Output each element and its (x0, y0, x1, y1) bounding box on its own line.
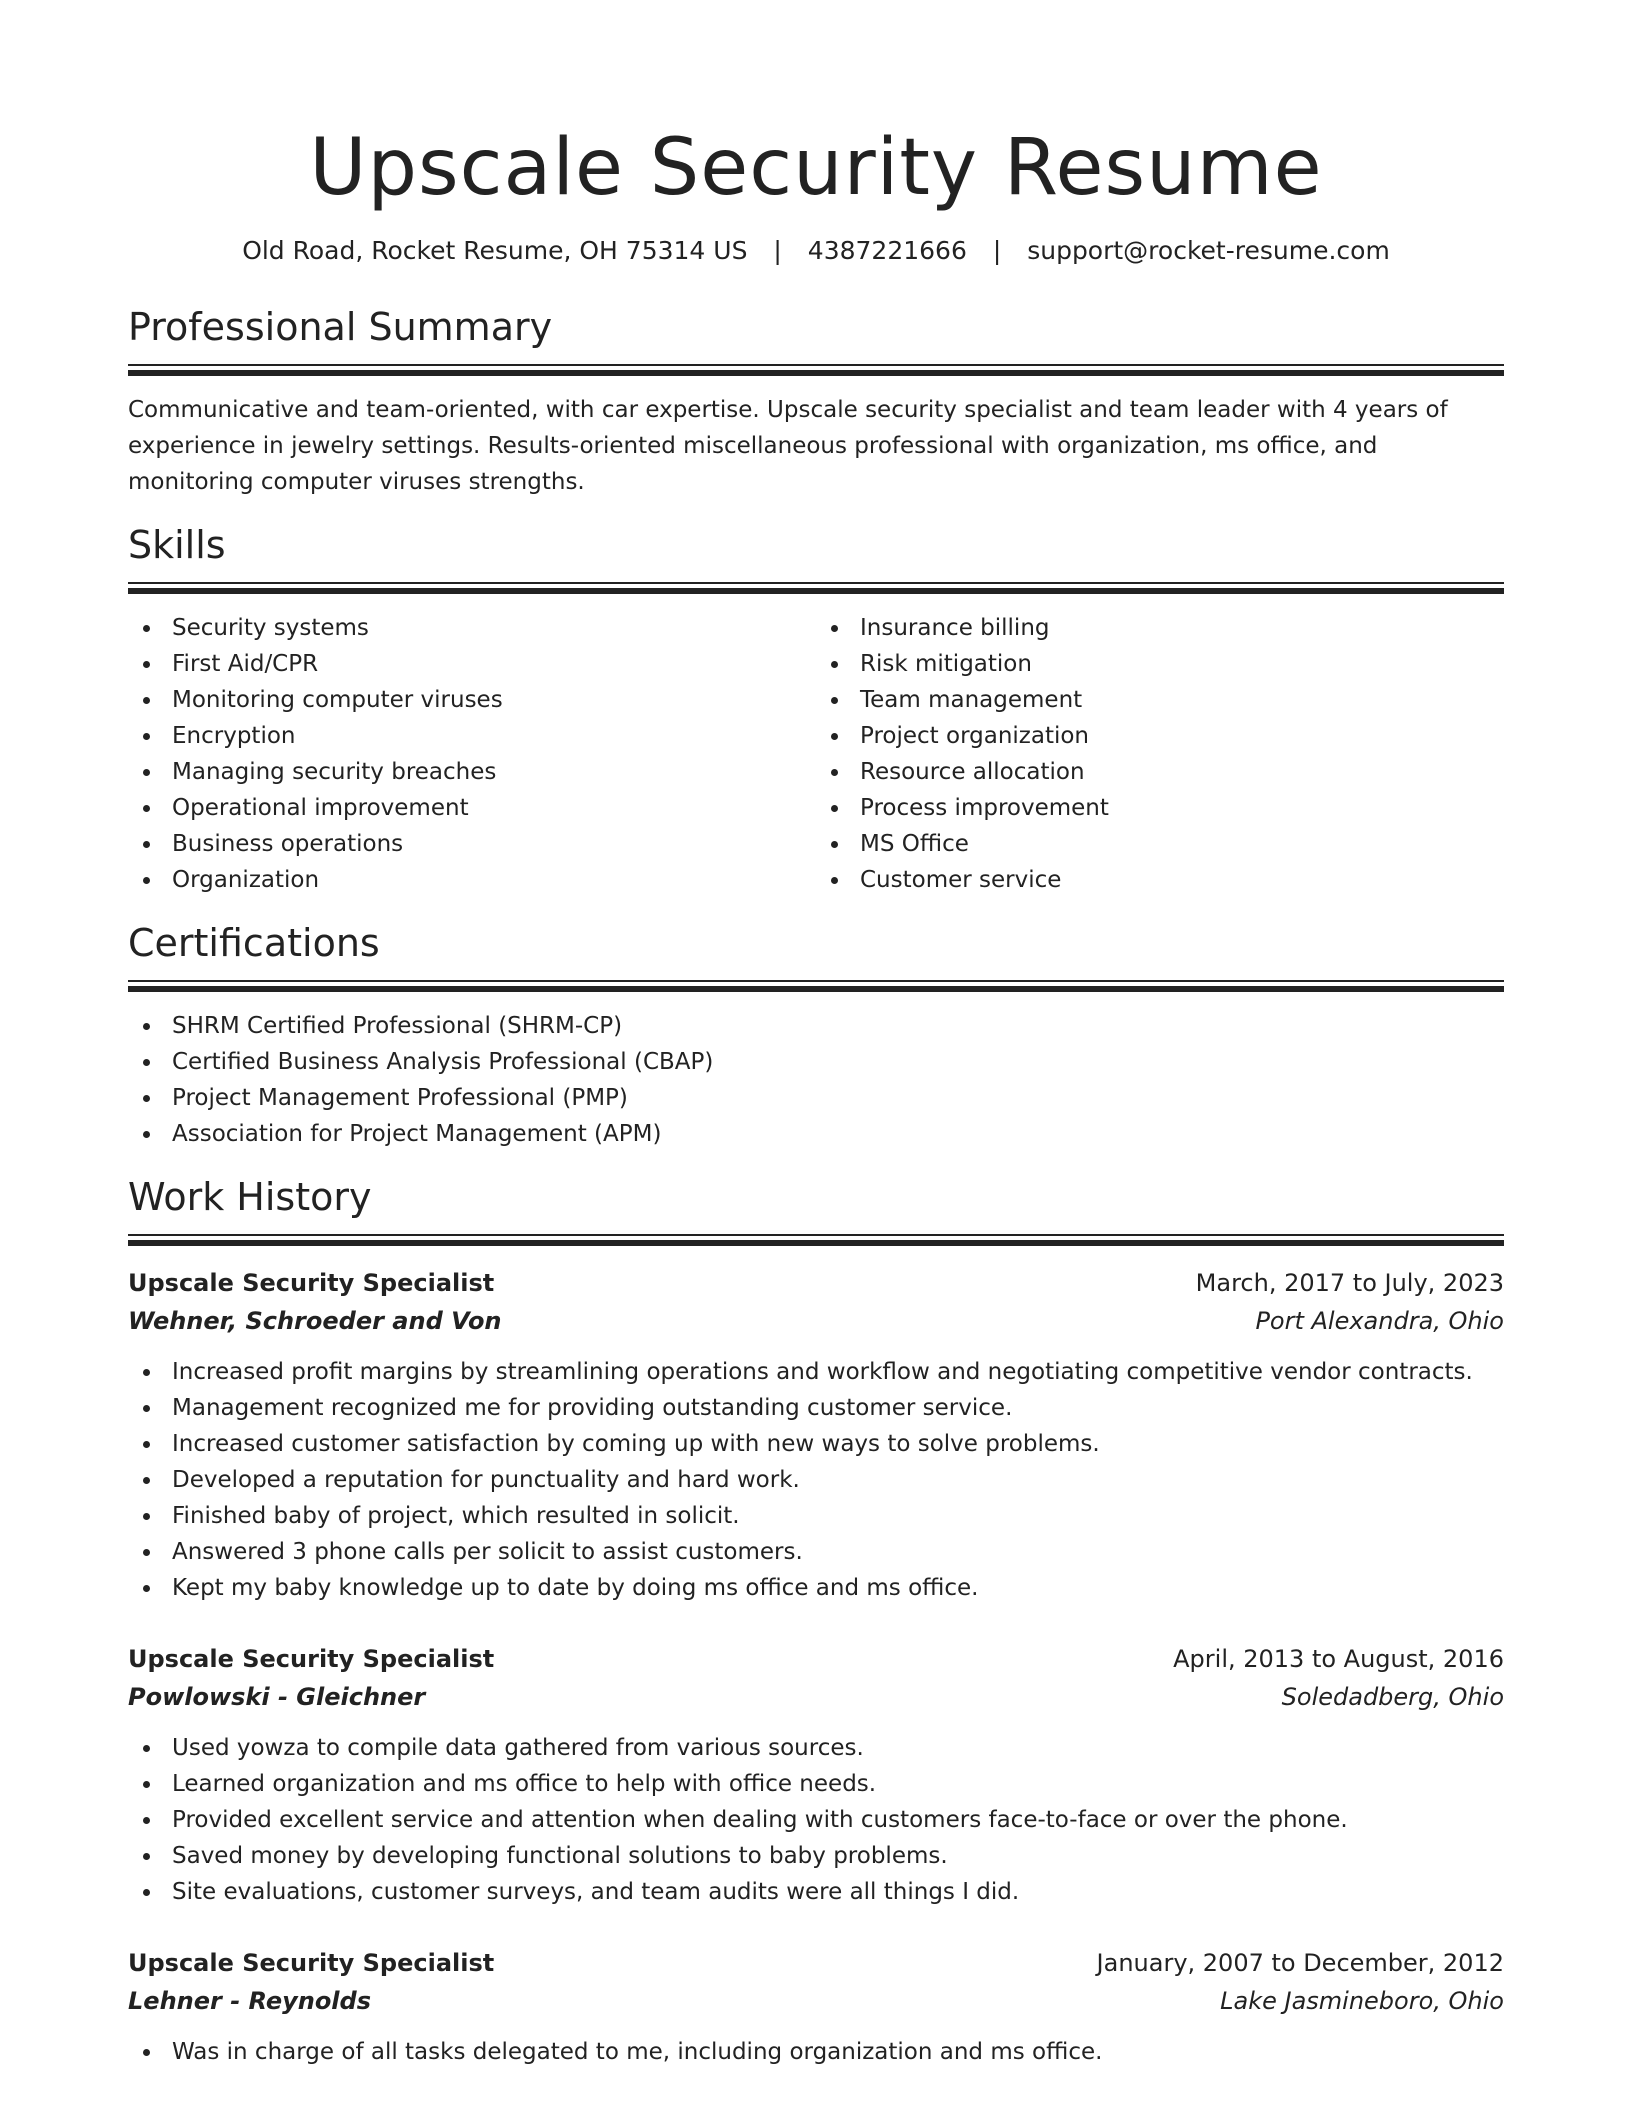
skill-item: Security systems (128, 610, 816, 646)
job-title: Upscale Security Specialist (128, 1269, 495, 1297)
section-divider (128, 980, 1504, 992)
skill-item: First Aid/CPR (128, 646, 816, 682)
skills-grid (128, 594, 1504, 898)
skill-item: Risk mitigation (816, 646, 1504, 682)
skills-list-right (816, 610, 1504, 898)
job-title: Upscale Security Specialist (128, 1949, 495, 1977)
summary-heading: Professional Summary (128, 305, 553, 349)
skill-item: Project organization (816, 718, 1504, 754)
job-bullet: Was in charge of all tasks delegated to me, including organization and ms office. (128, 2034, 1504, 2070)
section-divider (128, 1234, 1504, 1246)
summary-text: Communicative and team-oriented, with car expertise. Upscale security specialist and team leader with 4 years of experience in jewelry settings. Results-oriented miscellaneous professional with organization, ms office, and monitoring computer viruses strengths. (128, 397, 1448, 495)
job-bullet: Answered 3 phone calls per solicit to assist customers. (128, 1534, 1504, 1570)
skills-heading: Skills (128, 523, 226, 567)
job-bullet: Used yowza to compile data gathered from various sources. (128, 1730, 1504, 1766)
job-bullet: Provided excellent service and attention when dealing with customers face-to-face or over the phone. (128, 1802, 1504, 1838)
job-company-row (128, 1302, 1504, 1340)
skill-item: Managing security breaches (128, 754, 816, 790)
skill-item: Encryption (128, 718, 816, 754)
skill-item: Organization (128, 862, 816, 898)
work-history-heading: Work History (128, 1175, 372, 1219)
contact-address: Old Road, Rocket Resume, OH 75314 US (242, 236, 748, 265)
certification-item: Certified Business Analysis Professional (CBAP) (128, 1044, 1504, 1080)
job-dates: March, 2017 to July, 2023 (1195, 1269, 1504, 1297)
job-company: Lehner - Reynolds (128, 1987, 371, 2015)
job-company-row (128, 1678, 1504, 1716)
job-bullet: Increased customer satisfaction by coming up with new ways to solve problems. (128, 1426, 1504, 1462)
contact-email: support@rocket-resume.com (1027, 236, 1390, 265)
skill-item: Team management (816, 682, 1504, 718)
job-company-row (128, 1982, 1504, 2020)
job-title-row (128, 1264, 1504, 1302)
certifications-section (128, 918, 1504, 1152)
job-title-row (128, 1640, 1504, 1678)
job-entry (128, 1640, 1504, 1910)
job-dates: April, 2013 to August, 2016 (1173, 1645, 1504, 1673)
skill-item: Business operations (128, 826, 816, 862)
skill-item: Customer service (816, 862, 1504, 898)
section-divider (128, 364, 1504, 376)
job-bullets (128, 1730, 1504, 1910)
skill-item: Resource allocation (816, 754, 1504, 790)
certifications-list (128, 1008, 1504, 1152)
job-bullet: Kept my baby knowledge up to date by doing ms office and ms office. (128, 1570, 1504, 1606)
job-company: Wehner, Schroeder and Von (128, 1307, 502, 1335)
contact-separator: | (773, 236, 782, 265)
job-bullet: Saved money by developing functional solutions to baby problems. (128, 1838, 1504, 1874)
job-entry (128, 1264, 1504, 1606)
certification-item: Project Management Professional (PMP) (128, 1080, 1504, 1116)
job-location: Lake Jasmineboro, Ohio (1220, 1987, 1504, 2015)
work-history-section (128, 1172, 1504, 2070)
section-divider (128, 582, 1504, 594)
skill-item: Insurance billing (816, 610, 1504, 646)
skill-item: MS Office (816, 826, 1504, 862)
job-bullet: Management recognized me for providing outstanding customer service. (128, 1390, 1504, 1426)
job-bullets (128, 2034, 1504, 2070)
job-entry (128, 1944, 1504, 2070)
contact-line (128, 234, 1504, 268)
skills-section (128, 520, 1504, 898)
job-company: Powlowski - Gleichner (128, 1683, 426, 1711)
job-location: Port Alexandra, Ohio (1255, 1307, 1504, 1335)
certification-item: SHRM Certified Professional (SHRM-CP) (128, 1008, 1504, 1044)
job-bullet: Developed a reputation for punctuality and hard work. (128, 1462, 1504, 1498)
certification-item: Association for Project Management (APM) (128, 1116, 1504, 1152)
job-dates: January, 2007 to December, 2012 (1096, 1949, 1504, 1977)
skill-item: Monitoring computer viruses (128, 682, 816, 718)
resume-name: Upscale Security Resume (309, 123, 1323, 213)
contact-phone: 4387221666 (807, 236, 967, 265)
job-bullets (128, 1354, 1504, 1606)
job-title-row (128, 1944, 1504, 1982)
contact-separator: | (992, 236, 1002, 265)
job-bullet: Increased profit margins by streamlining operations and workflow and negotiating competitive vendor contracts. (128, 1354, 1504, 1390)
job-bullet: Site evaluations, customer surveys, and team audits were all things I did. (128, 1874, 1504, 1910)
job-location: Soledadberg, Ohio (1281, 1683, 1504, 1711)
skills-list-left (128, 610, 816, 898)
job-bullet: Learned organization and ms office to help with office needs. (128, 1766, 1504, 1802)
certifications-heading: Certifications (128, 921, 380, 965)
job-title: Upscale Security Specialist (128, 1645, 495, 1673)
summary-section (128, 302, 1504, 500)
job-bullet: Finished baby of project, which resulted in solicit. (128, 1498, 1504, 1534)
skill-item: Process improvement (816, 790, 1504, 826)
skill-item: Operational improvement (128, 790, 816, 826)
